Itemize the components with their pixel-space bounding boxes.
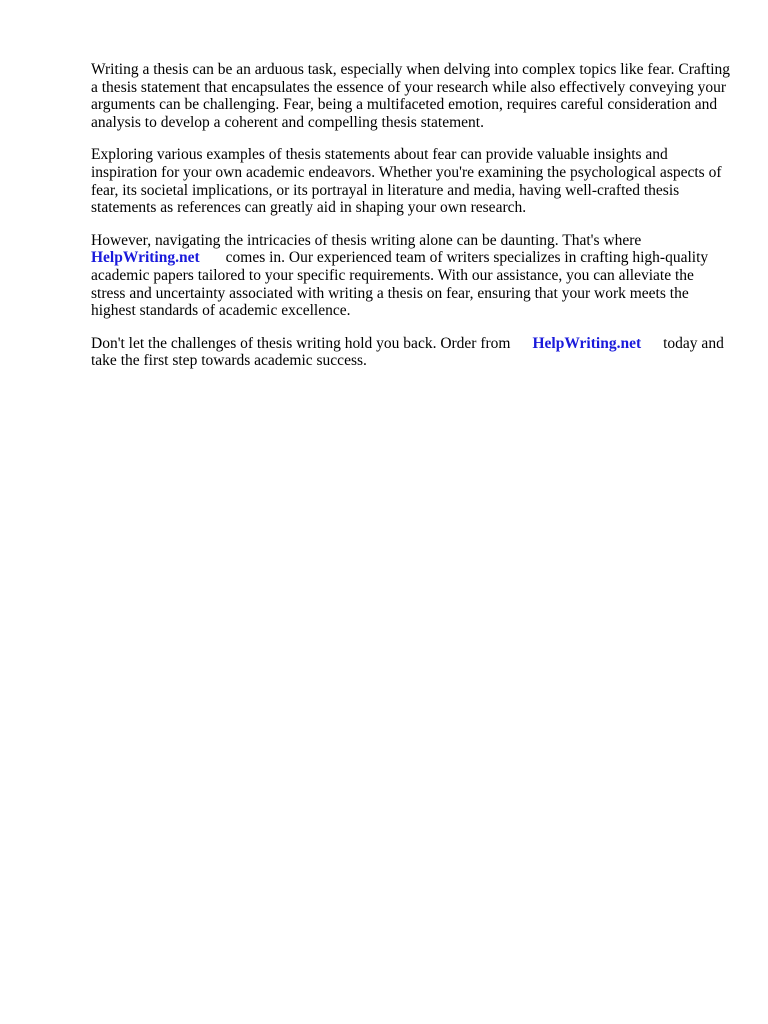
document-page	[91, 61, 731, 385]
paragraph-service-lead: However, navigating the intricacies of thesis writing alone can be daunting. That's where	[91, 231, 642, 249]
paragraph-service-rest: comes in. Our experienced team of writers specializes in crafting high-quality academic papers tailored to your specific requirements. With our assistance, you can alleviate the stress and uncertainty associated with writing a thesis on fear, ensuring that your work meets the highest standards of academic excellence.	[91, 249, 709, 320]
helpwriting-order-link[interactable]: HelpWriting.net	[532, 334, 642, 352]
paragraph-cta-lead: Don't let the challenges of thesis writing hold you back. Order from	[91, 334, 511, 352]
helpwriting-link[interactable]: HelpWriting.net	[91, 249, 200, 267]
paragraph-cta-rest: today and take the first step towards academic success.	[91, 334, 724, 370]
paragraph-examples: Exploring various examples of thesis statements about fear can provide valuable insights and inspiration for your own academic endeavors. Whether you're examining the psychological aspects of fear, its societal implications, or its portrayal in literature and media, having well-crafted thesis statements as references can greatly aid in shaping your own research.	[91, 146, 722, 217]
paragraph-call-to-action	[91, 335, 731, 370]
paragraph-intro: Writing a thesis can be an arduous task, especially when delving into complex topics like fear. Crafting a thesis statement that encapsulates the essence of your research while also effectively conveying your arguments can be challenging. Fear, being a multifaceted emotion, requires careful consideration and analysis to develop a coherent and compelling thesis statement.	[91, 61, 731, 131]
paragraph-service	[91, 232, 731, 320]
